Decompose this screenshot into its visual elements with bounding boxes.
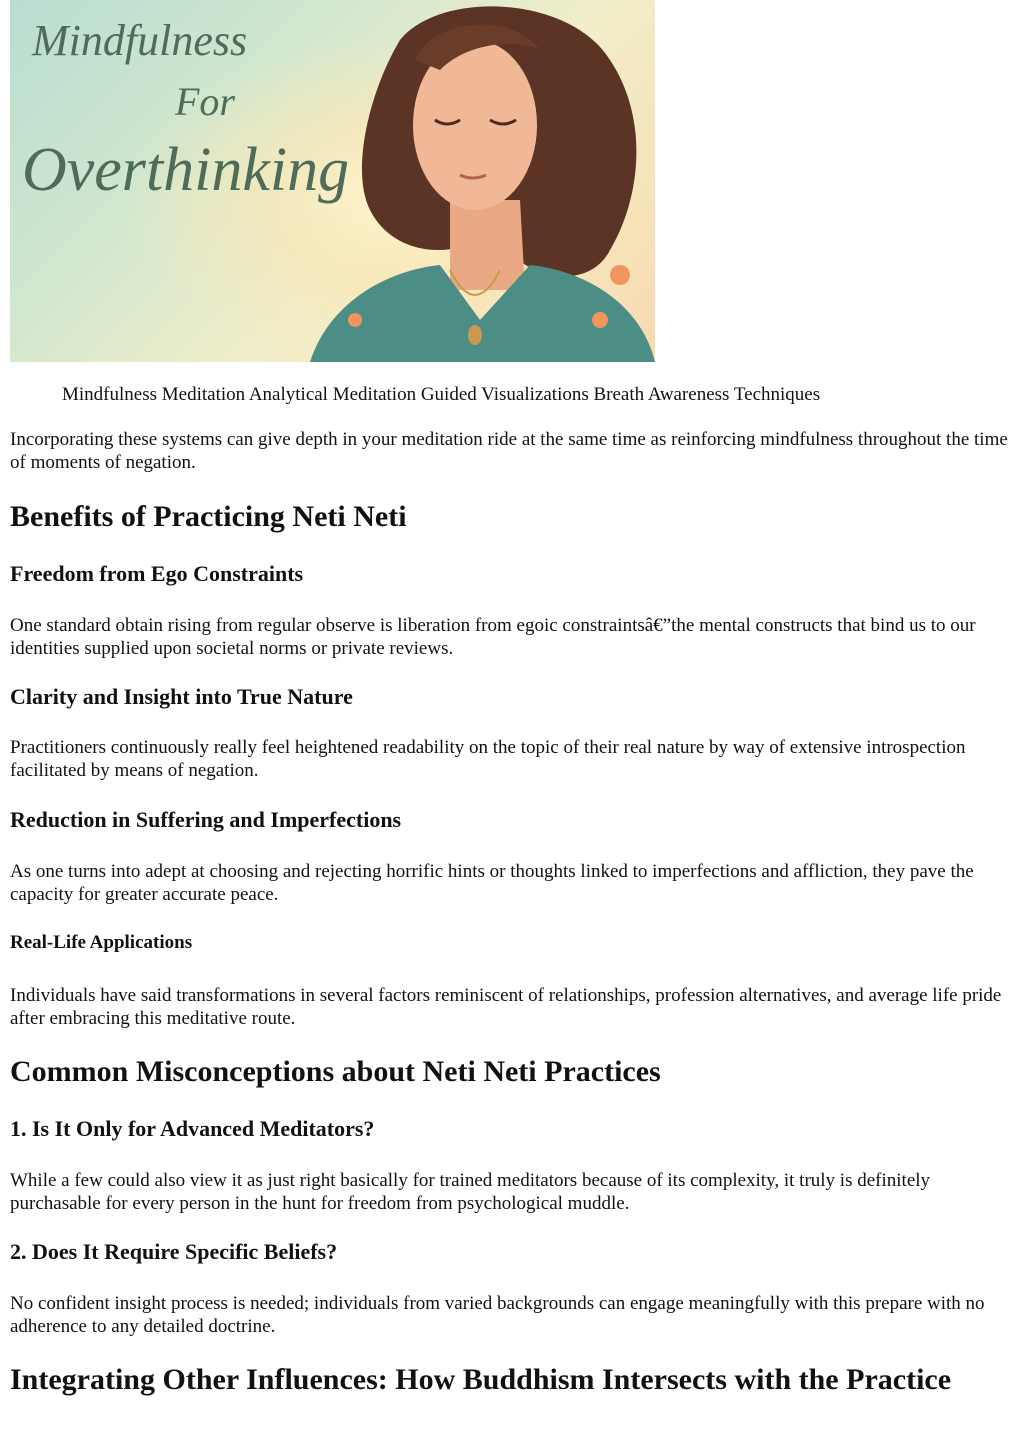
clarity-heading: Clarity and Insight into True Nature [10, 684, 353, 709]
integrating-heading: Integrating Other Influences: How Buddhism Intersects with the Practice [10, 1363, 952, 1396]
neck-shape [450, 200, 525, 290]
hero-title-line3: Overthinking [22, 136, 350, 204]
hero-illustration [10, 0, 655, 362]
hero-title-line2: For [175, 79, 235, 124]
advanced-heading: 1. Is It Only for Advanced Meditators? [10, 1116, 375, 1141]
benefits-heading: Benefits of Practicing Neti Neti [10, 500, 407, 533]
hero-title-line1: Mindfulness [32, 16, 248, 65]
ego-heading: Freedom from Ego Constraints [10, 561, 304, 586]
beliefs-heading: 2. Does It Require Specific Beliefs? [10, 1239, 338, 1264]
flower-3 [348, 313, 362, 327]
applications-paragraph: Individuals have said transformations in several factors reminiscent of relationships, profession alternatives, and average life pride after embracing this meditative route. [10, 985, 1002, 1029]
applications-heading: Real-Life Applications [10, 932, 193, 953]
ego-paragraph: One standard obtain rising from regular observe is liberation from egoic constraintsâ€”the mental constructs that bind us to our identities supplied upon societal norms or private reviews. [10, 615, 976, 659]
pendant [468, 325, 482, 345]
advanced-paragraph: While a few could also view it as just right basically for trained meditators because of its complexity, it truly is definitely purchasable for every person in the hunt for freedom from psychological muddle. [10, 1170, 931, 1214]
suffering-paragraph: As one turns into adept at choosing and rejecting horrific hints or thoughts linked to imperfections and affliction, they pave the capacity for greater accurate peace. [10, 861, 974, 905]
suffering-heading: Reduction in Suffering and Imperfections [10, 807, 402, 832]
illustration-svg [10, 0, 655, 362]
flower-2 [592, 312, 608, 328]
clarity-paragraph: Practitioners continuously really feel heightened readability on the topic of their real nature by way of extensive introspection facilitated by means of negation. [10, 737, 966, 781]
intro-paragraph: Incorporating these systems can give depth in your meditation ride at the same time as reinforcing mindfulness throughout the time of moments of negation. [10, 429, 1008, 473]
flower-1 [610, 265, 630, 285]
beliefs-paragraph: No confident insight process is needed; individuals from varied backgrounds can engage meaningfully with this prepare with no adherence to any detailed doctrine. [10, 1293, 985, 1337]
misconceptions-heading: Common Misconceptions about Neti Neti Practices [10, 1055, 661, 1088]
techniques-list: Mindfulness Meditation Analytical Meditation Guided Visualizations Breath Awareness Techniques [62, 384, 821, 405]
